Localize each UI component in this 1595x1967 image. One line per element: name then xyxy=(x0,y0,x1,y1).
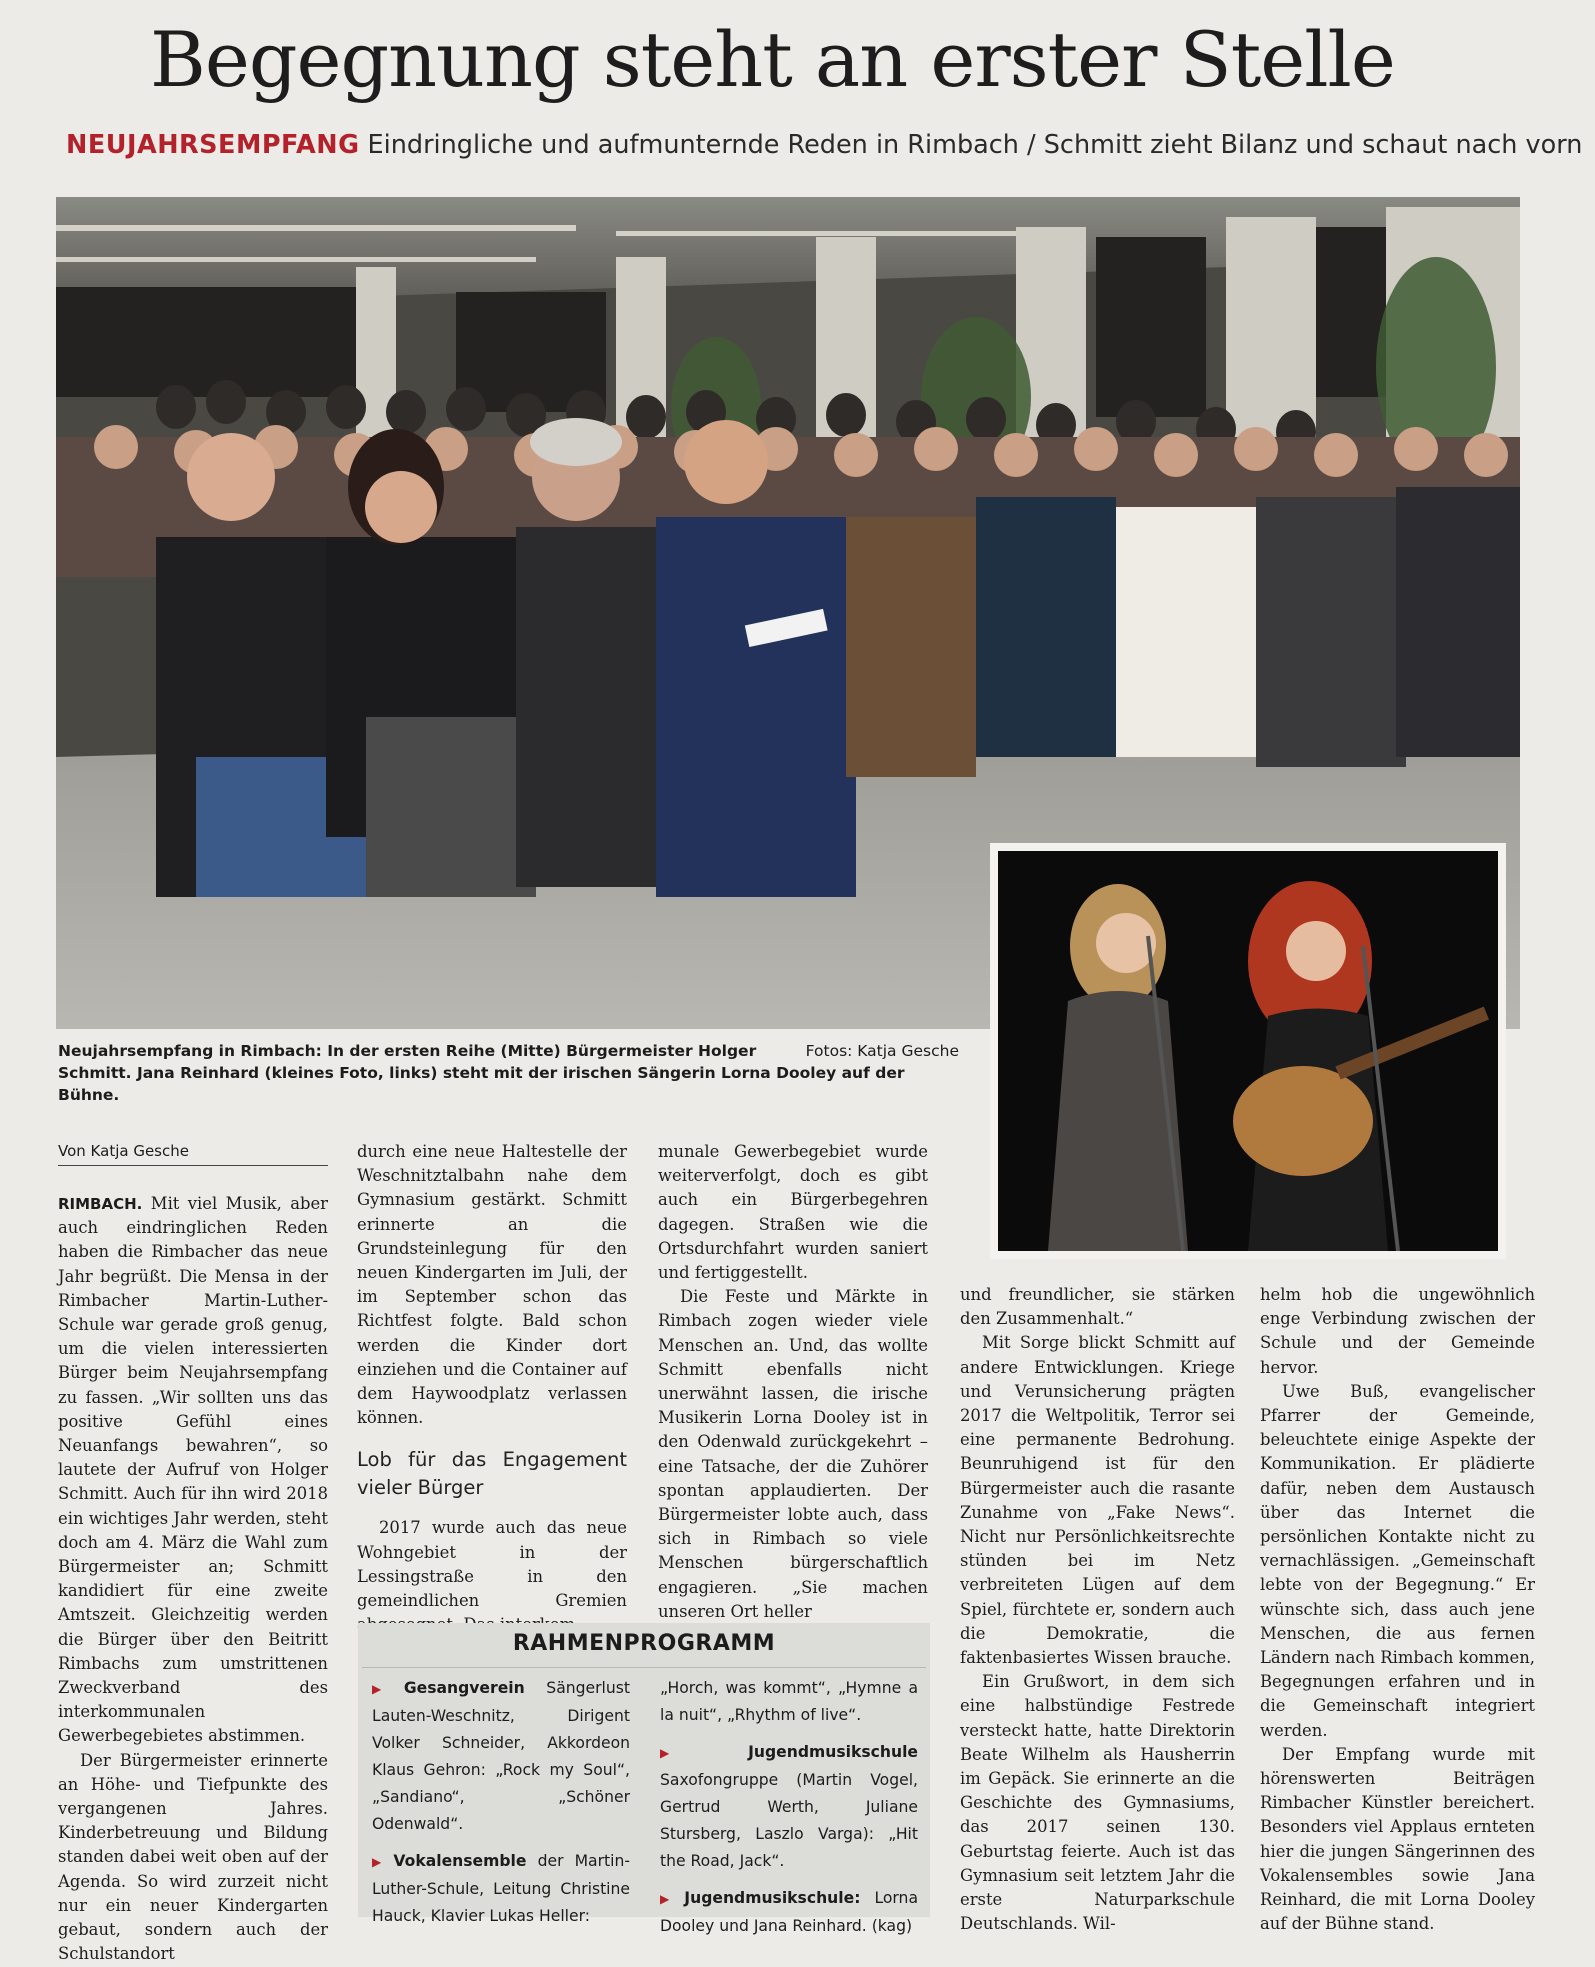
program-item: „Horch, was kommt“, „Hymne a la nuit“, „Rhythm of live“. xyxy=(660,1679,918,1724)
author-byline: Von Katja Gesche xyxy=(58,1142,328,1166)
paragraph: Ein Grußwort, in dem sich eine halbstündige Festrede versteckt hatte, hatte Direktorin Beate Wilhelm als Hausherrin im Gepäck. Sie erinnerte an die Geschichte des Gymnasiums, das 2017 seinen 130. Geburtstag feierte. Auch ist das Gymnasium seit letztem Jahr die erste Naturparkschule Deutschlands. Wil- xyxy=(960,1672,1235,1934)
paragraph: Der Empfang wurde mit hörenswerten Beiträgen Rimbacher Künstler bereichert. Besonders viel Applaus ernteten hier die jungen Sängerinnen des Vokalensembles sowie Jana Reinhard, die mit Lorna Dooley auf der Bühne stand. xyxy=(1260,1744,1535,1934)
article-column-5 xyxy=(1260,1283,1535,1936)
paragraph: durch eine neue Haltestelle der Weschnitztalbahn nahe dem Gymnasium gestärkt. Schmitt erinnerte an die Grundsteinlegung für den neuen Kindergarten im Juli, der im September schon das Richtfest folgte. Bald schon werden die Kinder dort einziehen und die Container auf dem Haywoodplatz verlassen können. xyxy=(357,1142,627,1428)
headline: Begegnung steht an erster Stelle xyxy=(150,15,1395,104)
caption-text: Neujahrsempfang in Rimbach: In der ersten Reihe (Mitte) Bürgermeister Holger Schmitt. Jana Reinhard (kleines Foto, links) steht mit der irischen Sängerin Lorna Dooley auf der Bühne. xyxy=(58,1042,905,1104)
kicker: NEUJAHRSEMPFANG xyxy=(66,130,360,160)
triangle-bullet-icon: ▶ xyxy=(372,1682,398,1696)
article-column-1 xyxy=(58,1144,328,1967)
triangle-bullet-icon: ▶ xyxy=(660,1746,743,1760)
dek: Eindringliche und aufmunternde Reden in Rimbach / Schmitt zieht Bilanz und schaut nach vorn xyxy=(367,130,1583,160)
paragraph: Mit Sorge blickt Schmitt auf andere Entwicklungen. Kriege und Verunsicherung prägten 2017 die Weltpolitik, Terror sei eine permanente Bedrohung. Beunruhigend ist für den Bürgermeister auch die rasante Zunahme von „Fake News“. Nicht nur Persönlichkeitsrechte stünden bei im Netz verbreiteten Lügen auf dem Spiel, fürchtete er, sondern auch die Demokratie, die faktenbasiertes Wissen brauche. xyxy=(960,1333,1235,1668)
photo-credit: Fotos: Katja Gesche xyxy=(805,1042,959,1060)
program-column-left xyxy=(372,1675,630,1940)
paragraph: Die Feste und Märkte in Rimbach zogen wieder viele Menschen an. Und, das wollte Schmitt ebenfalls nicht unerwähnt lassen, die irische Musikerin Lorna Dooley ist in den Odenwald zurückgekehrt – eine Tatsache, der die Zuhörer spontan applaudierten. Der Bürgermeister lobte auch, dass sich in Rimbach so viele Menschen bürgerschaftlich engagieren. „Sie machen unseren Ort heller xyxy=(658,1287,928,1621)
paragraph: und freundlicher, sie stärken den Zusammenhalt.“ xyxy=(960,1285,1235,1329)
paragraph: 2017 wurde auch das neue Wohngebiet in der Lessingstraße in den gemeindlichen Gremien xyxy=(357,1518,627,1611)
article-column-4 xyxy=(960,1283,1235,1936)
stage-photo xyxy=(990,843,1506,1259)
photo-caption xyxy=(58,1040,963,1106)
paragraph: RIMBACH. Mit viel Musik, aber auch eindringlichen Reden haben die Rimbacher das neue Jahr begrüßt. Die Mensa in der Rimbacher Martin-Luther-Schule war gerade groß genug, um die vielen interessierten Bürger beim Neujahrsempfang zu fassen. „Wir sollten uns das positive Gefühl eines Neuanfangs bewahren“, so lautete der Aufruf von Holger Schmitt. Auch für ihn wird 2018 ein wichtiges Jahr werden, steht doch am 4. März die Wahl zum Bürgermeister an; Schmitt kandidiert für eine zweite Amtszeit. Gleichzeitig werden die Bürger über den Beitritt Rimbachs zum umstrittenen Zweckverband des interkommunalen Gewerbegebietes abstimmen. xyxy=(58,1194,328,1746)
program-item: ▶ Gesangverein Sängerlust Lauten-Weschnitz, Dirigent Volker Schneider, Akkordeon Klaus Gehron: „Rock my Soul“, „Sandiano“, „Schöner Odenwald“. xyxy=(372,1679,630,1833)
program-title: RAHMENPROGRAMM xyxy=(362,1623,926,1668)
paragraph: munale Gewerbegebiet wurde weiterverfolgt, doch es gibt auch ein Bürgerbegehren dagegen. Straßen wie die Ortsdurchfahrt wurden saniert und fertiggestellt. xyxy=(658,1142,928,1283)
program-item: ▶ Jugendmusikschule Saxofongruppe (Martin Vogel, Gertrud Werth, Juliane Stursberg, Laszlo Varga): „Hit the Road, Jack“. xyxy=(660,1743,918,1870)
paragraph: helm hob die ungewöhnlich enge Verbindung zwischen der Schule und der Gemeinde hervor. xyxy=(1260,1285,1535,1377)
triangle-bullet-icon: ▶ xyxy=(372,1855,388,1869)
article-column-3 xyxy=(658,1140,928,1624)
subline xyxy=(66,130,1583,160)
article-column-2 xyxy=(357,1140,627,1637)
paragraph: Uwe Buß, evangelischer Pfarrer der Gemeinde, beleuchtete einige Aspekte der Kommunikation. Er plädierte dafür, neben dem Austausch über das Internet die persönlichen Kontakte nicht zu vernachlässigen. „Gemeinschaft lebte von der Begegnung.“ Er wünschte sich, dass auch jene Menschen, die aus fernen Ländern nach Rimbach kommen, Begegnungen erfahren und in die Gemeinschaft integriert werden. xyxy=(1260,1381,1535,1740)
program-box xyxy=(358,1623,930,1935)
triangle-bullet-icon: ▶ xyxy=(660,1892,679,1906)
program-column-right xyxy=(660,1675,918,1950)
program-item: ▶ Vokalensemble der Martin-Luther-Schule, Leitung Christine Hauck, Klavier Lukas Heller: xyxy=(372,1852,630,1925)
program-item: ▶ Jugendmusikschule: Lorna Dooley und Jana Reinhard. (kag) xyxy=(660,1889,918,1935)
paragraph: Der Bürgermeister erinnerte an Höhe- und Tiefpunkte des vergangenen Jahres. Kinderbetreuung und Bildung standen dabei weit oben auf der Agenda. So wird zurzeit nicht nur ein neuer Kindergarten gebaut, sondern auch der Schulstandort xyxy=(58,1750,328,1964)
dateline: RIMBACH. xyxy=(58,1195,143,1213)
subheading: Lob für das Engagement vieler Bürger xyxy=(357,1448,627,1500)
